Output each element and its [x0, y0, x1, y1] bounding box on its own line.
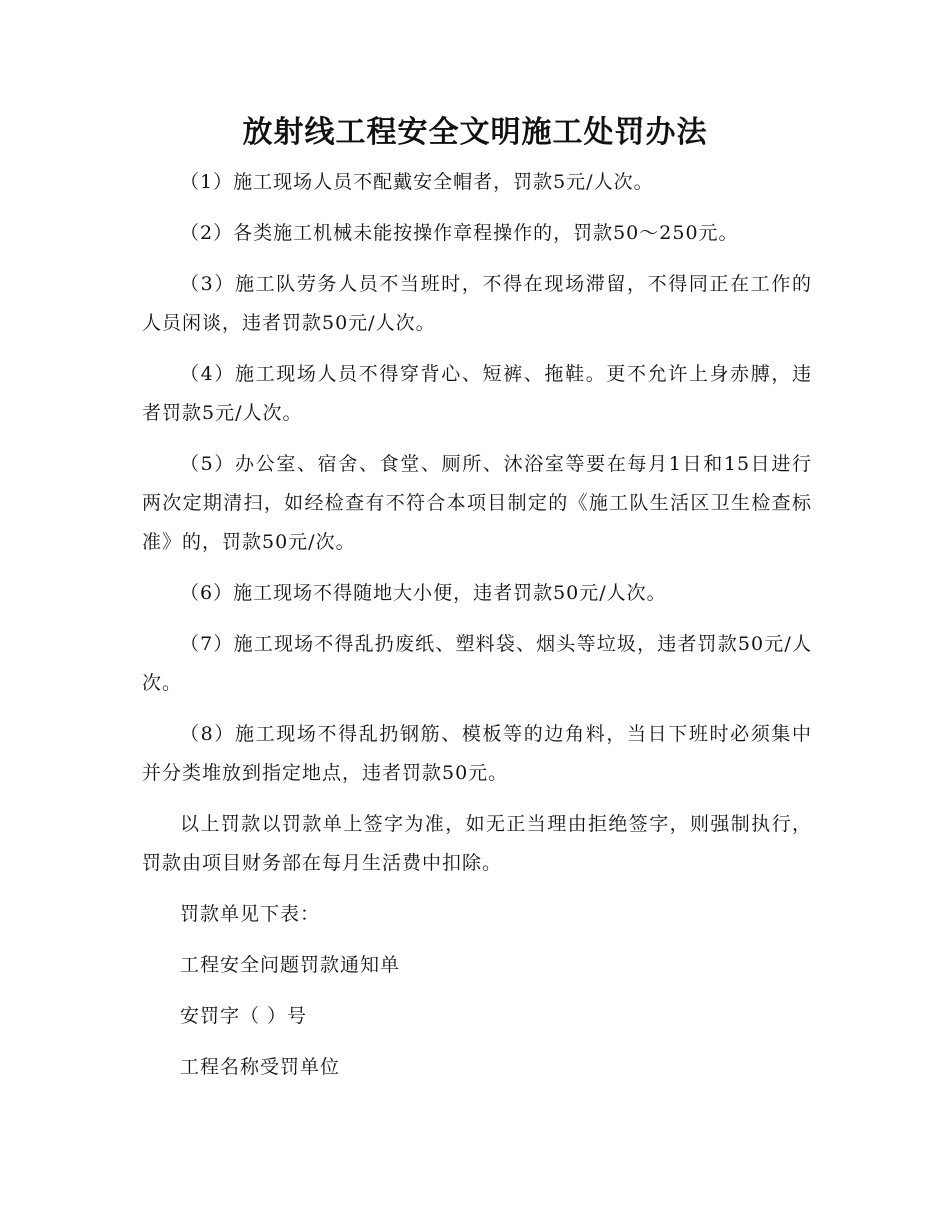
paragraph-form-intro: 罚款单见下表：: [180, 903, 321, 925]
paragraph-rule-8: （8）施工现场不得乱扔钢筋、模板等的边角料，当日下班时必须集中并分类堆放到指定地点，违者罚款50元。: [142, 723, 812, 784]
paragraph-rule-6: （6）施工现场不得随地大小便，违者罚款50元/人次。: [180, 582, 667, 604]
paragraph-payment-note: 以上罚款以罚款单上签字为准，如无正当理由拒绝签字，则强制执行，罚款由项目财务部在每月生活费中扣除。: [142, 813, 812, 874]
document-title: 放射线工程安全文明施工处罚办法: [242, 115, 708, 150]
paragraph-rule-2: （2）各类施工机械未能按操作章程操作的，罚款50～250元。: [180, 222, 739, 244]
paragraph-form-title: 工程安全问题罚款通知单: [180, 954, 401, 976]
paragraph-rule-7: （7）施工现场不得乱扔废纸、塑料袋、烟头等垃圾，违者罚款50元/人次。: [142, 633, 812, 694]
paragraph-form-fields: 工程名称受罚单位: [180, 1056, 341, 1078]
paragraph-form-number: 安罚字（ ）号: [180, 1005, 308, 1027]
document-body: [142, 163, 812, 1099]
paragraph-rule-3: （3）施工队劳务人员不当班时，不得在现场滞留，不得同正在工作的人员闲谈，违者罚款50元/人次。: [142, 273, 812, 334]
paragraph-rule-4: （4）施工现场人员不得穿背心、短裤、拖鞋。更不允许上身赤膊，违者罚款5元/人次。: [142, 363, 812, 424]
paragraph-rule-5: （5）办公室、宿舍、食堂、厕所、沐浴室等要在每月1日和15日进行两次定期清扫，如经检查有不符合本项目制定的《施工队生活区卫生检查标准》的，罚款50元/次。: [142, 453, 812, 553]
paragraph-rule-1: （1）施工现场人员不配戴安全帽者，罚款5元/人次。: [180, 171, 654, 193]
